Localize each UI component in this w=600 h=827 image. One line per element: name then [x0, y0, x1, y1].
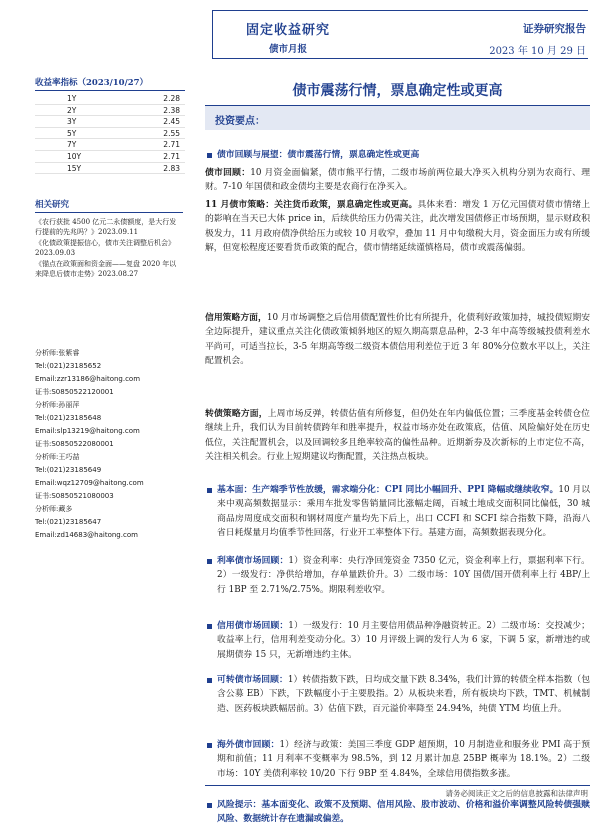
header-top-rule: [212, 10, 588, 11]
bullet-heading: 风险提示：: [217, 800, 262, 810]
bullet-marker: [207, 678, 212, 683]
analyst-tel: Tel:(021)23185648: [35, 414, 102, 422]
summary-bullet: [205, 673, 590, 716]
bullet-text: 1）资金利率：央行净回笼资金 7350 亿元，资金利率上行，票据利率下行。2）一级发行：净供给增加，存单量跌价升。3）二级市场：10Y 国债/国开债利率上行 4BP/上行 1BP 至 2.71%/2.75%。期限利差收窄。: [217, 556, 590, 595]
bullet-heading: 海外债市回顾：: [217, 740, 280, 750]
analyst-contacts: [35, 347, 185, 542]
bullet-marker: [207, 559, 212, 564]
summary-bullet: [205, 483, 590, 540]
analyst-email[interactable]: Email:slp13219@haitong.com: [35, 427, 140, 435]
para-text: 具体来看：增发 1 万亿元国债对债市情绪上的影响在当天已大体 price in，后续供给压力仍需关注，此次增发国债修正市场预期，显示财政积极发力，11 月政府债净供给压力或较 10 月收窄，叠加 11 月中旬缴税大月，资金面压力或有所缓解，但宽松程度还要看货币政策的配合，债市情绪延续谨慎格局，债市或震荡偏弱。: [205, 200, 590, 253]
para-text: 10 月市场调整之后信用债配置性价比有所提升，化债利好政策加持，城投债短期安全边际提升，建议重点关注化债政策倾斜地区的短久期高票息品种，2-3 年中高等级城投债利差水平尚可，可适当拉长，3-5 年期高等级二级资本债信用利差位于近 3 年 80%分位数水平以上，关注配置机会。: [205, 313, 590, 366]
bullet-text: 1）转债指数下跌，日均成交量下跌 8.34%，我们计算的转债全样本指数（包含公募 EB）下跌，下跌幅度小于主要股指。2）从板块来看，所有板块均下跌，TMT、机械制造、医药板块跌幅居前。3）估值下跌，百元溢价率降至 24.94%，纯债 YTM 均值上升。: [217, 675, 590, 714]
related-report-link[interactable]: 《锚点在政策面和资金面——复盘 2020 年以来降息后债市走势》2023.08.27: [35, 259, 177, 279]
bullet-text: 基本面变化、政策不及预期、信用风险、股市波动、价格和溢价率调整风险转债强赎风险、数据统计存在遗漏或偏差。: [217, 800, 590, 825]
related-report-link[interactable]: 《化债政策提振信心，债市关注调整后机会》2023.09.03: [35, 238, 175, 258]
header-bottom-rule: [212, 58, 588, 59]
report-subtitle: 债市月报: [268, 44, 307, 55]
paragraph-credit-strategy: [205, 311, 590, 368]
bullet-heading: 债市回顾与展望：债市震荡行情，票息确定性或更高: [217, 150, 420, 160]
analyst-name: 分析师:藏多: [35, 505, 73, 513]
paragraph-bond-review: [205, 166, 590, 195]
bullet-heading: 利率债市场回顾：: [217, 556, 289, 566]
section-label: 投资要点：: [215, 116, 265, 127]
yield-value: 2.55: [163, 128, 180, 138]
report-title: 债市震荡行情，票息确定性或更高: [292, 83, 503, 99]
analyst-cert: 证书:S0850522080001: [35, 440, 114, 448]
analyst-name: 分析师:张紫睿: [35, 349, 80, 357]
summary-bullet: [205, 554, 590, 597]
related-research: [35, 198, 183, 279]
para-label: 11 月债市策略：关注货币政策，票息确定性或更高。: [205, 200, 418, 210]
page-header: [0, 0, 600, 62]
yield-value: 2.38: [163, 105, 180, 115]
yield-term: 3Y: [67, 117, 77, 127]
bullet-heading: 信用债市场回顾：: [217, 621, 289, 631]
footer-rule: [205, 785, 590, 786]
para-label: 债市回顾：: [205, 168, 251, 178]
bullet-text: 10 月以来中观高频数据显示：乘用车批发零售销量同比涨幅走阔，百城土地成交面积同比偏低，30 城商品房周度成交面积和钢材周度产量均先下后上，出口 CCFI 和 SCFI 综合指数下降，沿海八省日耗煤量月均值季节性回落，行业开工率整体下行。基建方面，高频数据表现分化。: [217, 485, 591, 538]
bullet-marker: [207, 153, 212, 158]
summary-bullet: [205, 148, 590, 162]
report-category: 固定收益研究: [245, 23, 330, 38]
para-text: 上周市场反弹，转债估值有所修复，但仍处在年内偏低位置；三季度基金转债仓位继续上升，我们认为目前转债跨年和胜率提升，权益市场亦处在政策底，估值、风险偏好处在历史低位，关注配置机会，以及回调较多且绝率较高的偏性品种。近期新券及次新标的上市定位不高，关注相关机会。行业上短期建议均衡配置，关注热点板块。: [205, 409, 590, 462]
summary-bullet: [205, 738, 590, 781]
disclaimer-text: 请务必阅读正文之后的信息披露和法律声明: [445, 789, 588, 798]
para-text: 10 月资金面偏紧，债市熊平行情，二级市场前两位最大净买入机构分别为农商行、理财。7-10 年国债和政金债均主要是农商行在净买入。: [205, 168, 590, 193]
yield-term: 5Y: [67, 128, 77, 138]
yield-row: [35, 139, 185, 151]
bullet-marker: [207, 624, 212, 629]
yield-term: 15Y: [67, 163, 82, 173]
summary-bullet: [205, 798, 590, 827]
yield-value: 2.45: [163, 117, 180, 127]
bullet-text: 1）一级发行：10 月主要信用债品种净融资转正。2）二级市场：交投减少；收益率上行，信用利差变动分化。3）10 月评级上调的发行人为 6 家，下调 5 家，新增违约或展期债券 15 只，无新增违约主体。: [217, 621, 590, 660]
page-footer: [0, 785, 600, 800]
yield-row: [35, 151, 185, 163]
yield-term: 10Y: [67, 151, 82, 161]
yield-term: 7Y: [67, 140, 77, 150]
yield-term: 1Y: [67, 94, 77, 103]
bullet-marker: [207, 743, 212, 748]
para-label: 转债策略方面，: [205, 409, 268, 419]
summary-bullet: [205, 619, 590, 662]
paragraph-convertible-strategy: [205, 407, 590, 464]
bullet-marker: [207, 803, 212, 808]
analyst-name: 分析师:王巧喆: [35, 453, 80, 461]
analyst-email[interactable]: Email:zd14683@haitong.com: [35, 531, 138, 539]
bullet-heading: 可转债市场回顾：: [217, 675, 288, 685]
analyst-cert: 证书:S0850521080003: [35, 492, 114, 500]
yield-term: 2Y: [67, 105, 77, 115]
analyst-cert: 证书:S0850522120001: [35, 388, 114, 396]
yield-row: [35, 105, 185, 117]
report-type: 证券研究报告: [523, 23, 586, 35]
yield-indicators: [35, 76, 185, 174]
related-report-link[interactable]: 《农行获批 4500 亿元二永债额度，是大行发行提前的先兆吗？》2023.09.11: [35, 218, 177, 237]
yield-value: 2.71: [163, 140, 180, 150]
analyst-email[interactable]: Email:zzr13186@haitong.com: [35, 375, 141, 383]
yield-row: [35, 163, 185, 175]
yield-row: [35, 128, 185, 140]
yield-value: 2.28: [163, 94, 180, 103]
analyst-name: 分析师:孙丽萍: [35, 401, 80, 409]
para-label: 信用策略方面，: [205, 313, 267, 323]
paragraph-november-strategy: [205, 198, 590, 255]
yield-value: 2.71: [163, 151, 180, 161]
analyst-tel: Tel:(021)23185649: [35, 466, 102, 474]
yield-row: [35, 93, 185, 105]
yield-row: [35, 116, 185, 128]
yield-value: 2.83: [163, 163, 180, 173]
bullet-heading: 基本面：生产端季节性放缓，需求端分化：CPI 同比小幅回升、PPI 降幅或继续收窄。: [217, 485, 559, 495]
yield-title: 收益率指标（2023/10/27）: [35, 76, 185, 91]
section-header: [205, 105, 590, 130]
bullet-marker: [207, 488, 212, 493]
analyst-tel: Tel:(021)23185647: [35, 518, 102, 526]
analyst-tel: Tel:(021)23185652: [35, 362, 102, 370]
related-title: 相关研究: [35, 198, 183, 213]
analyst-email[interactable]: Email:wqz12709@haitong.com: [35, 479, 144, 487]
bullet-text: 1）经济与政策：美国三季度 GDP 超预期，10 月制造业和服务业 PMI 高于预期和前值；11 月利率不变概率为 98.5%，到 12 月累计加息 25BP 概率为 18.1%。2）二级市场：10Y 美债利率较 10/20 下行 9BP 至 4.84%，全球信用债指数多涨。: [217, 740, 590, 779]
report-date: 2023 年 10 月 29 日: [489, 46, 586, 57]
